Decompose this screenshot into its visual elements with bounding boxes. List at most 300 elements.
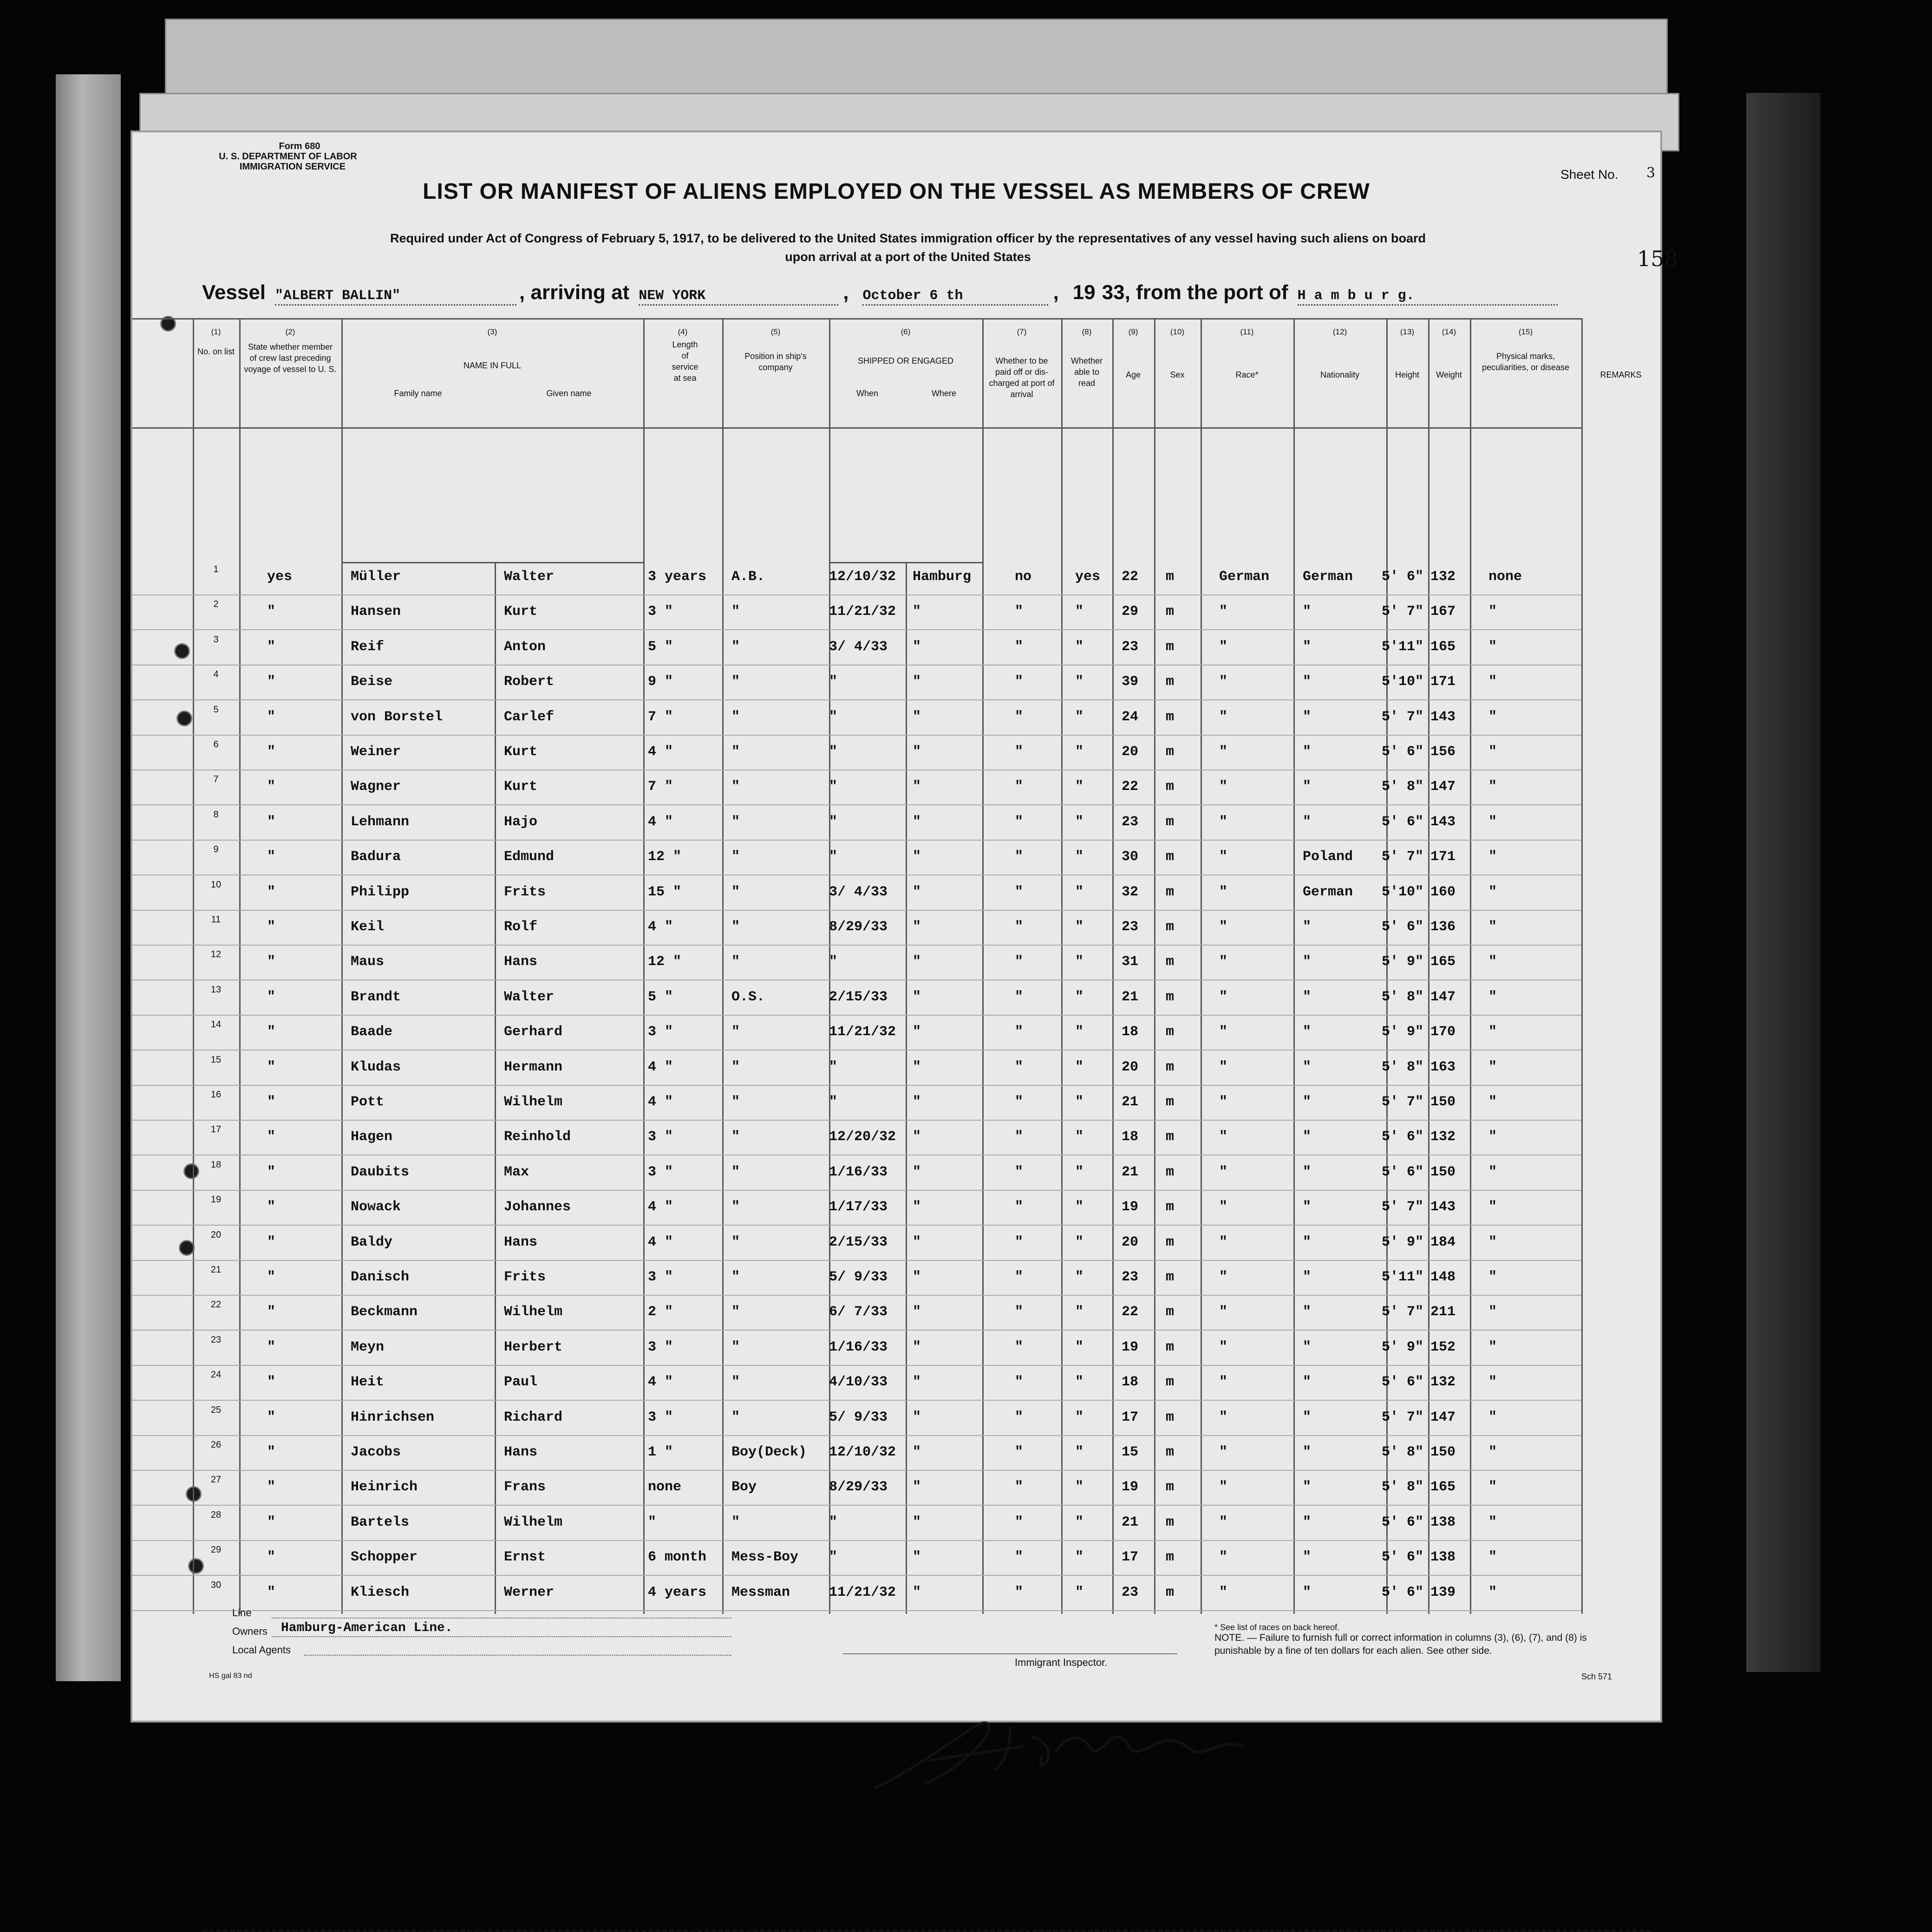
schedule-code: Sch 571	[1581, 1672, 1612, 1681]
cell-nat: "	[1303, 1129, 1312, 1145]
cell-age: 23	[1122, 1584, 1139, 1600]
cell-sex: m	[1166, 1199, 1175, 1215]
cell-given: Robert	[504, 674, 555, 690]
cell-weight: 136	[1430, 919, 1456, 935]
cell-read: "	[1075, 1024, 1084, 1040]
row-number: 4	[213, 669, 219, 680]
cell-where: "	[913, 1059, 921, 1075]
row-rule	[132, 1330, 1581, 1331]
cell-height: 5' 7"	[1382, 849, 1424, 865]
cell-family: Keil	[351, 919, 385, 935]
cell-marks: "	[1488, 639, 1497, 655]
departure-port: H a m b u r g.	[1297, 288, 1415, 304]
cell-service: 9 "	[648, 674, 673, 690]
cell-height: 5' 8"	[1382, 1059, 1424, 1075]
cell-read: "	[1075, 709, 1084, 725]
row-rule	[132, 1050, 1581, 1051]
cell-where: "	[913, 1304, 921, 1320]
cell-given: Werner	[504, 1584, 555, 1600]
cell-age: 17	[1122, 1549, 1139, 1566]
cell-age: 30	[1122, 849, 1139, 865]
cell-height: 5' 8"	[1382, 1444, 1424, 1460]
arrival-port: NEW YORK	[639, 288, 706, 304]
cell-position: Messman	[731, 1584, 790, 1600]
cell-marks: "	[1488, 884, 1497, 900]
cell-race: "	[1219, 954, 1228, 970]
cell-prev: "	[267, 1164, 276, 1180]
cell-read: "	[1075, 814, 1084, 830]
cell-read: "	[1075, 1444, 1084, 1460]
cell-nat: "	[1303, 1584, 1312, 1600]
cell-service: 3 "	[648, 1129, 673, 1145]
cell-family: Kludas	[351, 1059, 401, 1075]
cell-service: 3 "	[648, 1339, 673, 1355]
cell-when: 8/29/33	[829, 919, 888, 935]
cell-service: 15 "	[648, 884, 682, 900]
cell-family: Pott	[351, 1094, 385, 1110]
cell-paid: "	[1015, 919, 1024, 935]
cell-marks: "	[1488, 919, 1497, 935]
cell-read: "	[1075, 639, 1084, 655]
cell-prev: "	[267, 884, 276, 900]
cell-age: 19	[1122, 1199, 1139, 1215]
cell-marks: "	[1488, 1479, 1497, 1495]
row-number: 25	[210, 1404, 222, 1415]
cell-nat: "	[1303, 744, 1312, 760]
cell-race: "	[1219, 1199, 1228, 1215]
cell-when: 2/15/33	[829, 989, 888, 1005]
cell-weight: 150	[1430, 1164, 1456, 1180]
row-number: 18	[210, 1159, 222, 1170]
col6-where-header: Where	[931, 389, 956, 398]
cell-given: Walter	[504, 569, 555, 585]
col6-header: SHIPPED OR ENGAGED	[857, 356, 954, 366]
cell-nat: Poland	[1303, 849, 1353, 865]
cell-read: "	[1075, 1479, 1084, 1495]
cell-family: Nowack	[351, 1199, 401, 1215]
cell-where: "	[913, 1234, 921, 1250]
cell-height: 5' 9"	[1382, 954, 1424, 970]
cell-race: "	[1219, 1059, 1228, 1075]
cell-marks: "	[1488, 1234, 1497, 1250]
cell-height: 5' 6"	[1382, 919, 1424, 935]
cell-prev: "	[267, 1409, 276, 1425]
cell-weight: 211	[1430, 1304, 1456, 1320]
cell-sex: m	[1166, 639, 1175, 655]
row-rule	[132, 1190, 1581, 1191]
vessel-name: "ALBERT BALLIN"	[275, 288, 401, 304]
cell-paid: "	[1015, 1479, 1024, 1495]
cell-position: "	[731, 1164, 740, 1180]
cell-weight: 160	[1430, 884, 1456, 900]
cell-weight: 132	[1430, 1374, 1456, 1390]
cell-read: "	[1075, 1549, 1084, 1566]
cell-nat: "	[1303, 1549, 1312, 1566]
cell-family: Danisch	[351, 1269, 410, 1285]
manifest-sheet	[132, 132, 1678, 1721]
cell-position: "	[731, 814, 740, 830]
page-number: 158	[1637, 246, 1678, 271]
cell-race: "	[1219, 1514, 1228, 1530]
cell-paid: "	[1015, 1304, 1024, 1320]
cell-prev: "	[267, 1269, 276, 1285]
row-number: 23	[210, 1334, 222, 1345]
cell-weight: 132	[1430, 1129, 1456, 1145]
cell-position: "	[731, 604, 740, 620]
cell-service: 4 "	[648, 1374, 673, 1390]
cell-when: 5/ 9/33	[829, 1409, 888, 1425]
cell-nat: "	[1303, 1444, 1312, 1460]
cell-nat: "	[1303, 604, 1312, 620]
cell-paid: "	[1015, 849, 1024, 865]
cell-race: "	[1219, 1234, 1228, 1250]
cell-race: "	[1219, 1444, 1228, 1460]
cell-where: "	[913, 849, 921, 865]
cell-family: von Borstel	[351, 709, 443, 725]
cell-marks: "	[1488, 1269, 1497, 1285]
cell-given: Kurt	[504, 744, 538, 760]
cell-where: "	[913, 989, 921, 1005]
cell-race: "	[1219, 814, 1228, 830]
row-rule	[132, 1505, 1581, 1506]
cell-read: "	[1075, 1304, 1084, 1320]
cell-position: A.B.	[731, 569, 765, 585]
cell-where: "	[913, 1374, 921, 1390]
cell-paid: "	[1015, 1164, 1024, 1180]
cell-weight: 147	[1430, 1409, 1456, 1425]
cell-age: 18	[1122, 1024, 1139, 1040]
cell-nat: "	[1303, 639, 1312, 655]
cell-marks: "	[1488, 1129, 1497, 1145]
row-number: 12	[210, 949, 222, 960]
cell-race: "	[1219, 1549, 1228, 1566]
cell-where: "	[913, 639, 921, 655]
cell-family: Heit	[351, 1374, 385, 1390]
cell-age: 17	[1122, 1409, 1139, 1425]
cell-marks: "	[1488, 1164, 1497, 1180]
cell-family: Müller	[351, 569, 401, 585]
cell-read: "	[1075, 1059, 1084, 1075]
row-number: 8	[213, 809, 219, 820]
cell-age: 23	[1122, 814, 1139, 830]
row-rule	[132, 1260, 1581, 1261]
cell-service: 3 "	[648, 1269, 673, 1285]
cell-race: "	[1219, 744, 1228, 760]
cell-nat: "	[1303, 1094, 1312, 1110]
row-number: 19	[210, 1194, 222, 1205]
cell-position: "	[731, 779, 740, 795]
col9-header: Age	[1125, 370, 1141, 379]
cell-prev: "	[267, 1479, 276, 1495]
cell-read: "	[1075, 954, 1084, 970]
cell-height: 5' 6"	[1382, 814, 1424, 830]
col12-number: (12)	[1332, 327, 1347, 336]
cell-sex: m	[1166, 1129, 1175, 1145]
cell-sex: m	[1166, 569, 1175, 585]
cell-prev: "	[267, 954, 276, 970]
col8-header: Whether able to read	[1070, 356, 1103, 388]
cell-given: Richard	[504, 1409, 563, 1425]
sheet-label: Sheet No.	[1560, 167, 1619, 182]
cell-prev: "	[267, 1234, 276, 1250]
cell-family: Lehmann	[351, 814, 410, 830]
cell-family: Baldy	[351, 1234, 393, 1250]
row-rule	[132, 1120, 1581, 1121]
cell-prev: "	[267, 1094, 276, 1110]
owners-label: Owners	[232, 1625, 268, 1637]
cell-where: "	[913, 1444, 921, 1460]
col14-header: Weight	[1436, 370, 1462, 379]
col1-number: (1)	[211, 327, 221, 336]
cell-read: "	[1075, 674, 1084, 690]
cell-where: "	[913, 814, 921, 830]
col1-header: No. on list	[197, 347, 235, 356]
cell-service: 4 "	[648, 744, 673, 760]
cell-family: Brandt	[351, 989, 401, 1005]
cell-sex: m	[1166, 1094, 1175, 1110]
cell-when: "	[829, 709, 838, 725]
cell-paid: "	[1015, 1269, 1024, 1285]
arrival-date: October 6 th	[862, 288, 963, 304]
row-number: 30	[210, 1580, 222, 1590]
row-number: 3	[213, 634, 219, 645]
cell-where: "	[913, 1164, 921, 1180]
cell-height: 5' 9"	[1382, 1339, 1424, 1355]
cell-race: "	[1219, 989, 1228, 1005]
cell-paid: "	[1015, 1409, 1024, 1425]
cell-given: Ernst	[504, 1549, 546, 1566]
cell-paid: "	[1015, 1514, 1024, 1530]
cell-family: Reif	[351, 639, 385, 655]
cell-given: Edmund	[504, 849, 555, 865]
cell-weight: 138	[1430, 1549, 1456, 1566]
cell-age: 32	[1122, 884, 1139, 900]
cell-height: 5' 6"	[1382, 744, 1424, 760]
cell-age: 21	[1122, 1164, 1139, 1180]
binder-edge	[1746, 93, 1821, 1672]
subtitle	[327, 229, 1488, 266]
cell-given: Frans	[504, 1479, 546, 1495]
cell-where: "	[913, 604, 921, 620]
cell-marks: "	[1488, 1304, 1497, 1320]
cell-given: Kurt	[504, 779, 538, 795]
cell-prev: "	[267, 1304, 276, 1320]
cell-family: Hinrichsen	[351, 1409, 435, 1425]
cell-nat: "	[1303, 1059, 1312, 1075]
cell-sex: m	[1166, 849, 1175, 865]
cell-family: Weiner	[351, 744, 401, 760]
cell-service: 4 "	[648, 814, 673, 830]
row-rule	[132, 699, 1581, 700]
subtitle-line: Required under Act of Congress of February 5, 1917, to be delivered to the United States immigration officer by the representatives of any vessel having such aliens on board	[390, 231, 1426, 245]
row-number: 16	[210, 1090, 222, 1100]
cell-service: 4 "	[648, 1199, 673, 1215]
cell-service: 3 "	[648, 1164, 673, 1180]
cell-given: Frits	[504, 884, 546, 900]
cell-when: 8/29/33	[829, 1479, 888, 1495]
col9-number: (9)	[1128, 327, 1138, 336]
cell-nat: "	[1303, 1374, 1312, 1390]
cell-marks: "	[1488, 989, 1497, 1005]
cell-position: "	[731, 744, 740, 760]
inspector-label: Immigrant Inspector.	[1015, 1657, 1108, 1668]
row-number: 2	[213, 599, 219, 610]
cell-nat: "	[1303, 919, 1312, 935]
row-number: 27	[210, 1475, 222, 1485]
cell-nat: "	[1303, 779, 1312, 795]
cell-service: 4 "	[648, 1059, 673, 1075]
cell-height: 5'10"	[1382, 674, 1424, 690]
owners-value: Hamburg-American Line.	[281, 1621, 453, 1635]
cell-given: Herbert	[504, 1339, 563, 1355]
cell-given: Max	[504, 1164, 529, 1180]
cell-sex: m	[1166, 709, 1175, 725]
cell-race: "	[1219, 779, 1228, 795]
cell-position: "	[731, 1024, 740, 1040]
cell-service: 7 "	[648, 779, 673, 795]
cell-height: 5' 7"	[1382, 604, 1424, 620]
cell-read: "	[1075, 1339, 1084, 1355]
cell-where: "	[913, 1269, 921, 1285]
cell-nat: "	[1303, 1234, 1312, 1250]
cell-prev: "	[267, 779, 276, 795]
cell-given: Wilhelm	[504, 1304, 563, 1320]
row-rule	[132, 594, 1581, 595]
cell-when: 1/17/33	[829, 1199, 888, 1215]
cell-service: 4 years	[648, 1584, 707, 1600]
cell-paid: "	[1015, 744, 1024, 760]
cell-age: 21	[1122, 1094, 1139, 1110]
end-of-list-rule	[202, 1930, 1651, 1932]
cell-service: 3 "	[648, 1409, 673, 1425]
cell-nat: "	[1303, 1304, 1312, 1320]
row-number: 26	[210, 1440, 222, 1450]
col3-given-header: Given name	[546, 389, 592, 398]
cell-when: 4/10/33	[829, 1374, 888, 1390]
cell-paid: "	[1015, 604, 1024, 620]
cell-given: Wilhelm	[504, 1094, 563, 1110]
cell-position: "	[731, 1199, 740, 1215]
cell-given: Rolf	[504, 919, 538, 935]
cell-read: "	[1075, 779, 1084, 795]
cell-where: "	[913, 884, 921, 900]
cell-nat: German	[1303, 569, 1353, 585]
cell-position: Boy	[731, 1479, 757, 1495]
form-number: Form 680	[279, 141, 320, 151]
cell-height: 5' 8"	[1382, 779, 1424, 795]
cell-paid: "	[1015, 1024, 1024, 1040]
cell-age: 22	[1122, 779, 1139, 795]
cell-paid: "	[1015, 1339, 1024, 1355]
cell-sex: m	[1166, 1024, 1175, 1040]
row-number: 7	[213, 774, 219, 785]
cell-weight: 184	[1430, 1234, 1456, 1250]
sheet-number: 3	[1646, 165, 1656, 181]
cell-marks: "	[1488, 1584, 1497, 1600]
cell-prev: "	[267, 1444, 276, 1460]
cell-read: "	[1075, 849, 1084, 865]
cell-read: "	[1075, 744, 1084, 760]
cell-when: 12/20/32	[829, 1129, 896, 1145]
cell-position: O.S.	[731, 989, 765, 1005]
cell-weight: 171	[1430, 674, 1456, 690]
row-number: 11	[211, 914, 221, 925]
cell-weight: 150	[1430, 1094, 1456, 1110]
cell-sex: m	[1166, 884, 1175, 900]
cell-weight: 138	[1430, 1514, 1456, 1530]
crew-table	[132, 318, 1660, 1730]
cell-sex: m	[1166, 1059, 1175, 1075]
cell-race: "	[1219, 884, 1228, 900]
cell-given: Hans	[504, 954, 538, 970]
cell-paid: "	[1015, 1094, 1024, 1110]
cell-weight: 143	[1430, 814, 1456, 830]
row-number: 22	[210, 1299, 222, 1310]
cell-service: 4 "	[648, 919, 673, 935]
vessel-label: Vessel	[202, 281, 266, 304]
cell-position: "	[731, 1269, 740, 1285]
cell-sex: m	[1166, 954, 1175, 970]
cell-given: Johannes	[504, 1199, 571, 1215]
cell-service: 2 "	[648, 1304, 673, 1320]
department: U. S. DEPARTMENT OF LABOR	[219, 151, 357, 162]
cell-paid: "	[1015, 709, 1024, 725]
cell-where: "	[913, 744, 921, 760]
row-rule	[132, 735, 1581, 736]
cell-given: Anton	[504, 639, 546, 655]
cell-race: "	[1219, 1409, 1228, 1425]
year-prefix: 19	[1072, 281, 1096, 304]
cell-weight: 165	[1430, 1479, 1456, 1495]
cell-nat: "	[1303, 814, 1312, 830]
row-number: 17	[210, 1124, 222, 1135]
cell-sex: m	[1166, 744, 1175, 760]
cell-prev: "	[267, 744, 276, 760]
row-rule	[132, 1085, 1581, 1086]
cell-where: "	[913, 1024, 921, 1040]
cell-marks: "	[1488, 779, 1497, 795]
cell-height: 5' 6"	[1382, 569, 1424, 585]
cell-position: "	[731, 849, 740, 865]
cell-prev: "	[267, 1514, 276, 1530]
cell-height: 5' 7"	[1382, 1409, 1424, 1425]
cell-marks: "	[1488, 814, 1497, 830]
row-number: 10	[210, 879, 222, 890]
cell-race: "	[1219, 1339, 1228, 1355]
cell-marks: "	[1488, 604, 1497, 620]
cell-position: "	[731, 884, 740, 900]
cell-when: "	[829, 954, 838, 970]
cell-read: "	[1075, 604, 1084, 620]
cell-age: 19	[1122, 1479, 1139, 1495]
cell-family: Meyn	[351, 1339, 385, 1355]
cell-weight: 152	[1430, 1339, 1456, 1355]
cell-sex: m	[1166, 1514, 1175, 1530]
col2-header: State whether member of crew last preceding voyage of vessel to U. S.	[244, 342, 337, 374]
arriving-label: , arriving at	[519, 281, 630, 304]
cell-age: 19	[1122, 1339, 1139, 1355]
cell-paid: "	[1015, 884, 1024, 900]
cell-race: "	[1219, 1584, 1228, 1600]
cell-nat: "	[1303, 989, 1312, 1005]
cell-when: 12/10/32	[829, 1444, 896, 1460]
cell-given: Wilhelm	[504, 1514, 563, 1530]
cell-service: 12 "	[648, 849, 682, 865]
row-rule	[132, 945, 1581, 946]
col13-header: Height	[1395, 370, 1420, 379]
cell-height: 5' 7"	[1382, 709, 1424, 725]
cell-weight: 147	[1430, 779, 1456, 795]
